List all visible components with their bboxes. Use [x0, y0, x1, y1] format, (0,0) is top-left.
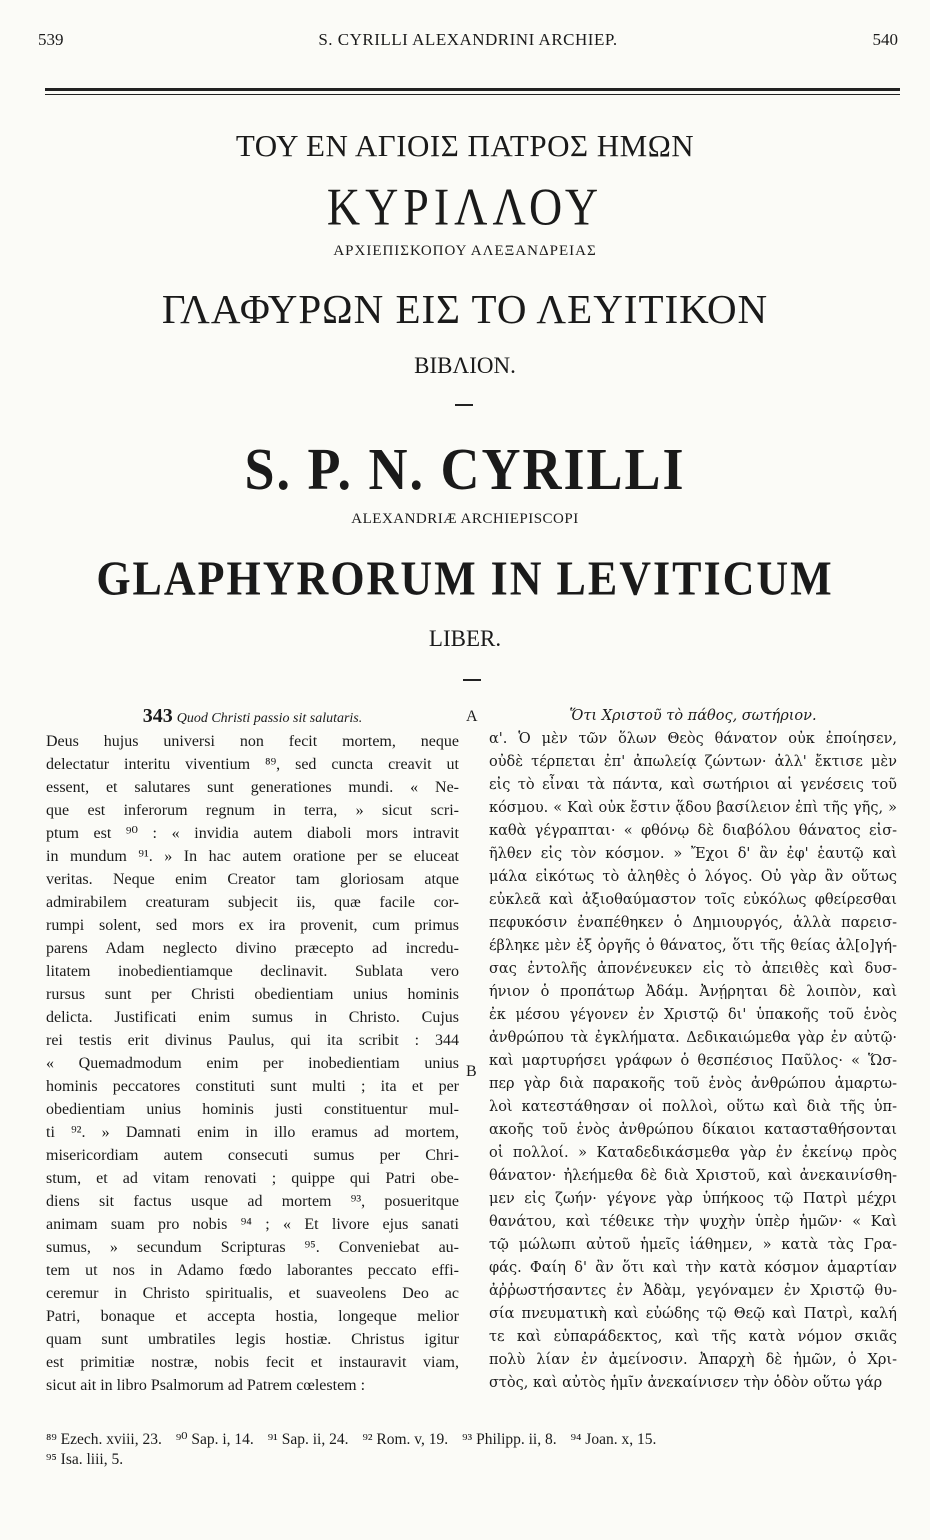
- text-line: delicta. Justificati enim sumus in Christo. Cujus: [46, 1009, 459, 1026]
- page-number-right: 540: [872, 30, 898, 49]
- footnote: ⁹⁰ Sap. i, 14.: [175, 1431, 254, 1448]
- latin-column: [46, 705, 459, 1397]
- text-line: « Quemadmodum enim per inobedientiam unius: [46, 1055, 459, 1072]
- footnote: ⁹¹ Sap. ii, 24.: [267, 1431, 349, 1448]
- text-line: οὐδὲ τέρπεται ἐπ' ἀπωλείᾳ ζώντων· ἀλλ' ἔκτισε μὲν: [489, 754, 897, 770]
- text-line: λοὶ κατεστάθησαν οἱ πολλοὶ, οὕτω καὶ διὰ τῆς ὑπ-: [489, 1099, 897, 1115]
- text-line: essent, et salutares sunt generationes mundi. « Ne-: [46, 779, 459, 796]
- text-line: delectatur interitu viventium ⁸⁹, sed cuncta creavit ut: [46, 756, 459, 773]
- text-line: θάνατον· ἠλεήμεθα δὲ διὰ Χριστοῦ, καὶ ἀνεκαινίσθη-: [489, 1168, 897, 1184]
- greek-section-heading: Ὅτι Χριστοῦ τὸ πάθος, σωτήριον.: [569, 708, 817, 724]
- section-number: 343: [142, 705, 173, 727]
- text-line: ptum est ⁹⁰ : « invidia autem diaboli mors intravit: [46, 825, 459, 842]
- text-line: έβληκε μὲν ἐξ ὀργῆς ὁ θάνατος, ὅτι τῆς θείας ἀλ[ο]γή-: [489, 938, 897, 954]
- latin-work-title: GLAPHYRORUM IN LEVITICUM: [96, 551, 834, 606]
- text-line: que est inferorum regnum in terra, » sicut scri-: [46, 802, 459, 819]
- title-divider: [455, 404, 473, 406]
- text-line: σας ἐντολῆς ἀπονένευκεν εἰς τὸ ἀπειθὲς καὶ δυσ-: [489, 961, 897, 977]
- text-line: Deus hujus universi non fecit mortem, neque: [46, 733, 459, 750]
- text-line: πολὺ λίαν ἐν ἀμείνοσιν. Ἀπαρχὴ δὲ ἡμῶν, ὁ Χρι-: [489, 1352, 897, 1368]
- footnote: ⁸⁹ Ezech. xviii, 23.: [46, 1431, 162, 1448]
- greek-work-title: ΓΛΑΦΥΡΩΝ ΕΙΣ ΤΟ ΛΕΥΙΤΙΚΟΝ: [161, 286, 769, 332]
- text-line: est primitiæ nostræ, nobis fecit et instauravit viam,: [46, 1354, 459, 1371]
- footnote: ⁹² Rom. v, 19.: [362, 1431, 449, 1448]
- text-line: stum, et ad vitam renovati ; quippe qui Patri obe-: [46, 1170, 459, 1187]
- text-line: μεν εἰς ζωήν· γέγονε γὰρ ὑπήκοος τῷ Πατρὶ μέχρι: [489, 1191, 897, 1207]
- text-line: tem ut nos in Adamo fœdo laborantes peccato effi-: [46, 1262, 459, 1279]
- footnote-line: [46, 1450, 906, 1470]
- latin-book-label: LIBER.: [428, 626, 502, 651]
- section-divider: [463, 679, 481, 681]
- footnote: ⁹⁴ Joan. x, 15.: [570, 1431, 657, 1448]
- text-line: ῆλθεν εἰς τὸν κόσμον. » Ἔχοι δ' ἂν ἐφ' ἑαυτῷ καὶ: [489, 846, 897, 862]
- text-line: κόσμου. « Καὶ οὐκ ἔστιν ᾅδου βασίλειον ἐπὶ τῆς γῆς, »: [489, 800, 897, 816]
- text-line: animam suam pro nobis ⁹⁴ ; « Et livore ejus sanati: [46, 1216, 459, 1233]
- text-line: misericordiam autem consecuti sumus per Chri-: [46, 1147, 459, 1164]
- text-line: οἱ πολλοί. » Καταδεδικάσμεθα γὰρ ἐν ἐκείνῳ πρὸς: [489, 1145, 897, 1161]
- greek-book-label: ΒΙΒΛΙΟΝ.: [414, 353, 516, 378]
- footnote: ⁹³ Philipp. ii, 8.: [462, 1431, 557, 1448]
- text-line: τε καὶ εὐπαράδεκτος, καὶ τῆς κατὰ νόμον σκιᾶς: [489, 1329, 897, 1345]
- greek-author-rank: ΑΡΧΙΕΠΙΣΚΟΠΟΥ ΑΛΕΞΑΝΔΡΕΙΑΣ: [333, 243, 597, 259]
- text-line: ti ⁹². » Damnati enim in illo eramus ad mortem,: [46, 1124, 459, 1141]
- text-line: sumus, » secundum Scripturas ⁹⁵. Conveniebat au-: [46, 1239, 459, 1256]
- latin-author-name: S. P. N. CYRILLI: [244, 436, 686, 502]
- text-line: in mundum ⁹¹. » In hac autem oratione per se eluceat: [46, 848, 459, 865]
- footnote-line: [46, 1430, 906, 1450]
- text-line: τῷ μώλωπι αὐτοῦ ἡμεῖς ἰάθημεν, » κατὰ τὰς Γρα-: [489, 1237, 897, 1253]
- greek-column: [489, 705, 897, 1395]
- text-line: obedientiam unius hominis justi constituentur mul-: [46, 1101, 459, 1118]
- text-line: sicut ait in libro Psalmorum ad Patrem cœlestem :: [46, 1377, 366, 1394]
- text-line: ήνιον ὁ προπάτωρ Ἀδάμ. Ἀνῄρηται δὲ λοιπὸν, καὶ: [489, 984, 897, 1000]
- text-line: α'. Ὁ μὲν τῶν ὅλων Θεὸς θάνατον οὐκ ἐποίησεν,: [489, 731, 897, 747]
- latin-section-heading: [46, 705, 459, 730]
- text-line: στὸς, καὶ αὐτὸς ἡμῖν ἀνεκαίνισεν τὴν ὁδὸν οὕτω γάρ: [489, 1375, 883, 1391]
- text-line: φάς. Φαίη δ' ἂν ὅτι καὶ τὴν κατὰ κόσμον ἁμαρτίαν: [489, 1260, 897, 1276]
- text-line: ἀνθρώπου τὰ ἐγκλήματα. Δεδικαιώμεθα γὰρ ἐν αὐτῷ·: [489, 1030, 897, 1046]
- latin-author-rank: ALEXANDRIÆ ARCHIEPISCOPI: [351, 511, 579, 527]
- text-line: Patri, bonaque et accepta hostia, longeque melior: [46, 1308, 459, 1325]
- text-line: admirabilem creaturam subjecit iis, quæ facile cor-: [46, 894, 459, 911]
- footnote: ⁹⁵ Isa. liii, 5.: [46, 1451, 124, 1468]
- text-line: μάλα εἰκότως τὸ ἀληθὲς ὁ λόγος. Οὐ γὰρ ἂν οὕτως: [489, 869, 897, 885]
- margin-marker-a: A: [466, 708, 478, 725]
- text-line: ακοῆς τοῦ ἑνὸς ἀνθρώπου δίκαιοι κατασταθήσονται: [489, 1122, 897, 1138]
- greek-title-line1: ΤΟΥ ΕΝ ΑΓΙΟΙΣ ΠΑΤΡΟΣ ΗΜΩΝ: [235, 128, 695, 163]
- text-line: καὶ μαρτυρήσει γράφων ὁ θεσπέσιος Παῦλος· « Ὥσ-: [489, 1053, 897, 1069]
- text-line: εἰς τὸ εἶναι τὰ πάντα, καὶ σωτήριοι αἱ γενέσεις τοῦ: [489, 777, 897, 793]
- text-line: καθὰ γέγραπται· « φθόνῳ δὲ διαβόλου θάνατος εἰσ-: [489, 823, 897, 839]
- text-line: πεφυκόσιν ἐναπέθηκεν ὁ Δημιουργός, ἀλλὰ παρεισ-: [489, 915, 897, 931]
- text-line: ceremur in Christo spiritualis, et suaveolens Deo ac: [46, 1285, 459, 1302]
- text-line: rursus sunt per Christi obedientiam unius hominis: [46, 986, 459, 1003]
- text-line: ἐκ μέσου γέγονεν ἐν Χριστῷ δι' ὑπακοῆς τοῦ ἑνὸς: [489, 1007, 897, 1023]
- text-line: rei testis erit divinus Paulus, qui ita scribit : 344: [46, 1032, 459, 1049]
- text-line: περ γὰρ διὰ παρακοῆς τοῦ ἑνὸς ἀνθρώπου ἁμαρτω-: [489, 1076, 897, 1092]
- latin-text-body: [46, 730, 459, 1397]
- latin-heading-text: Quod Christi passio sit salutaris.: [176, 711, 363, 726]
- text-line: veritas. Neque enim Creator tam gloriosam atque: [46, 871, 459, 888]
- margin-marker-b: B: [466, 1063, 477, 1080]
- text-line: litatem inobedientiamque declinavit. Sublata vero: [46, 963, 459, 980]
- text-line: θανάτου, καὶ τέθεικε τὴν ψυχὴν ὑπὲρ ἡμῶν· « Καὶ: [489, 1214, 897, 1230]
- header-rule: [45, 88, 900, 91]
- footnotes: [46, 1430, 906, 1470]
- running-header: [38, 30, 898, 58]
- running-title: S. CYRILLI ALEXANDRINI ARCHIEP.: [318, 30, 618, 49]
- text-line: σία πνευματικὴ καὶ εὐώδης τῷ Θεῷ καὶ Πατρὶ, καλή: [489, 1306, 897, 1322]
- greek-text-body: [489, 728, 897, 1395]
- text-line: rumpi solent, sed mors ex ira provenit, cum primus: [46, 917, 459, 934]
- page-number-left: 539: [38, 30, 64, 49]
- text-line: hominis peccatores constituti sunt multi ; ita et per: [46, 1078, 459, 1095]
- greek-author-name: ΚΥΡΙΛΛΟΥ: [326, 177, 604, 236]
- text-line: diens sit factus usque ad mortem ⁹³, posueritque: [46, 1193, 459, 1210]
- text-line: ἀῤῥωστήσαντες ἐν Ἀδὰμ, γεγόναμεν ἐν Χριστῷ θυ-: [489, 1283, 897, 1299]
- text-line: parens Adam neglecto divino præcepto ad incredu-: [46, 940, 459, 957]
- text-line: εὐκλεᾶ καὶ ἀξιοθαύμαστον τοῖς εὐκόλως φθείρεσθαι: [489, 892, 897, 908]
- text-line: quam sunt umbratiles legis hostiæ. Christus igitur: [46, 1331, 459, 1348]
